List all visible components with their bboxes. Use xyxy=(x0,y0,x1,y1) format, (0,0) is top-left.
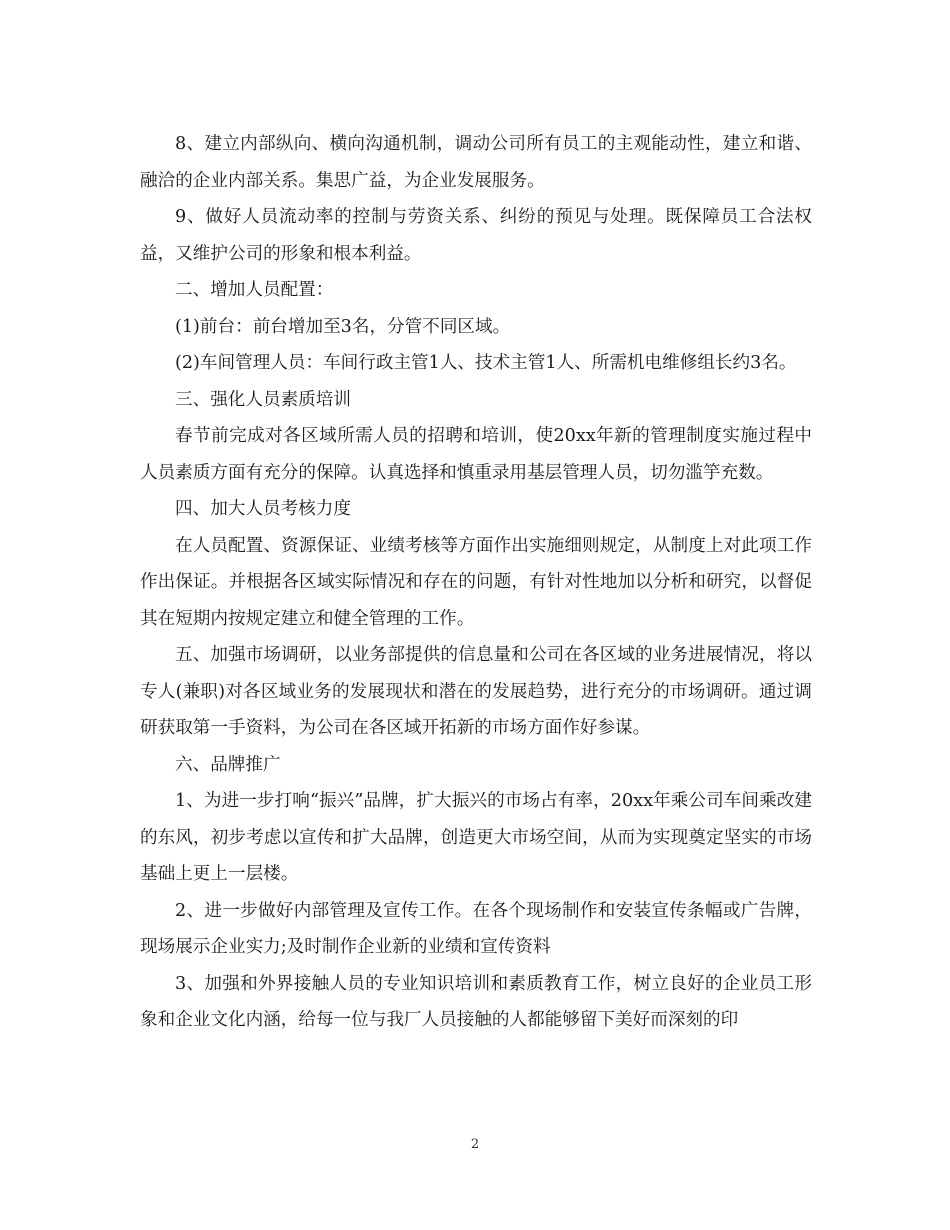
section-heading-assessment: 四、加大人员考核力度 xyxy=(175,499,351,519)
paragraph-brand-2: 2、进一步做好内部管理及宣传工作。在各个现场制作和安装宣传条幅或广告牌，现场展示企业实力;及时制作企业新的业绩和宣传资料 xyxy=(140,900,812,957)
paragraph-brand-1: 1、为进一步打响“振兴”品牌，扩大振兴的市场占有率，20xx年乘公司车间乘改建的东风，初步考虑以宣传和扩大品牌，创造更大市场空间，从而为实现奠定坚实的市场基础上更上一层楼。 xyxy=(140,791,812,884)
paragraph-item-8: 8、建立内部纵向、横向沟通机制，调动公司所有员工的主观能动性，建立和谐、融洽的企业内部关系。集思广益，为企业发展服务。 xyxy=(140,134,812,191)
paragraph-brand-3: 3、加强和外界接触人员的专业知识培训和素质教育工作，树立良好的企业员工形象和企业文化内涵，给每一位与我厂人员接触的人都能够留下美好而深刻的印 xyxy=(140,973,812,1030)
paragraph-item-9: 9、做好人员流动率的控制与劳资关系、纠纷的预见与处理。既保障员工合法权益，又维护公司的形象和根本利益。 xyxy=(140,207,812,264)
section-heading-training: 三、强化人员素质培训 xyxy=(175,389,351,410)
paragraph-training: 春节前完成对各区域所需人员的招聘和培训，使20xx年新的管理制度实施过程中人员素质方面有充分的保障。认真选择和慎重录用基层管理人员，切勿滥竽充数。 xyxy=(140,426,812,483)
section-heading-brand: 六、品牌推广 xyxy=(175,754,281,775)
document-body xyxy=(140,126,812,1039)
paragraph-market-research: 五、加强市场调研，以业务部提供的信息量和公司在各区域的业务进展情况，将以专人(兼职)对各区域业务的发展现状和潜在的发展趋势，进行充分的市场调研。通过调研获取第一手资料，为公司在各区域开拓新的市场方面作好参谋。 xyxy=(140,645,812,738)
paragraph-front-desk: (1)前台：前台增加至3名，分管不同区域。 xyxy=(175,316,511,337)
page-number: 2 xyxy=(470,1137,480,1152)
section-heading-staffing: 二、增加人员配置： xyxy=(175,280,334,300)
paragraph-workshop-management: (2)车间管理人员：车间行政主管1人、技术主管1人、所需机电维修组长约3名。 xyxy=(175,353,797,373)
paragraph-assessment: 在人员配置、资源保证、业绩考核等方面作出实施细则规定，从制度上对此项工作作出保证。并根据各区域实际情况和存在的问题，有针对性地加以分析和研究，以督促其在短期内按规定建立和健全管理的工作。 xyxy=(140,535,812,629)
